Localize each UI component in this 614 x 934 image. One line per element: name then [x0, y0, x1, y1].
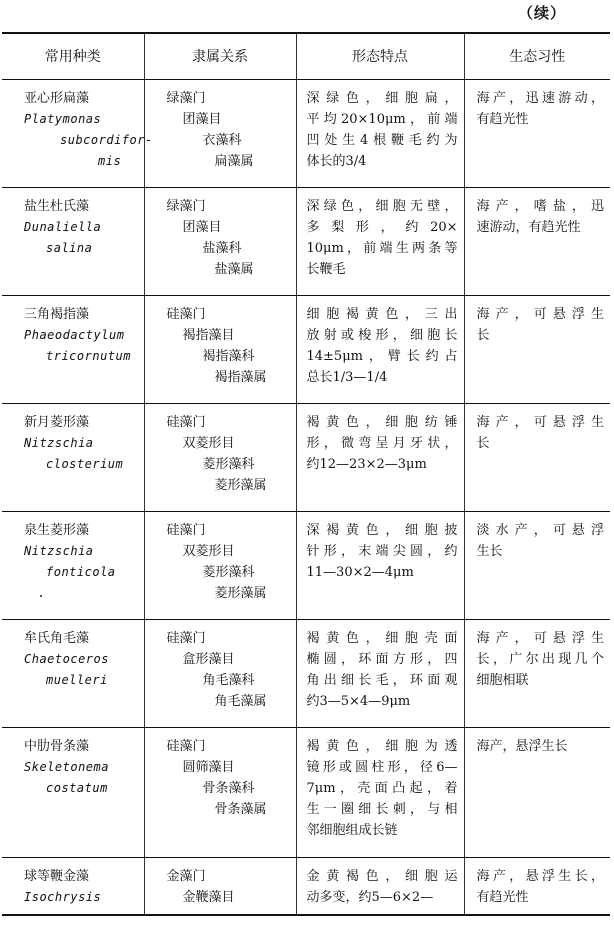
ecology-cell [464, 857, 610, 915]
species-cell [2, 187, 144, 295]
ecology-line: 生长 [476, 543, 503, 559]
species-name: 新月菱形藻 [24, 414, 90, 430]
taxon-genus: 菱形藻属 [214, 585, 267, 601]
taxon-family: 褐指藻科 [202, 348, 255, 364]
taxon-family: 衣藻科 [202, 132, 242, 148]
taxon-genus: 角毛藻属 [214, 693, 267, 709]
ecology-line: 海产，悬浮生长 [476, 738, 568, 754]
species-name: 牟氏角毛藻 [24, 630, 90, 646]
morphology-cell [296, 727, 464, 857]
header-morphology: 形态特点 [296, 33, 464, 79]
morphology-cell [296, 403, 464, 511]
taxon-phylum: 硅藻门 [166, 414, 206, 430]
table-header-row [2, 33, 610, 79]
table-row [2, 295, 610, 403]
ecology-cell [464, 295, 610, 403]
morphology-line: 角出细长毛，环面观 [306, 672, 458, 688]
morphology-line: 邻细胞组成长链 [306, 822, 398, 838]
species-cell [2, 79, 153, 187]
species-name: 泉生菱形藻 [24, 522, 90, 538]
morphology-line: 形，微弯呈月牙状， [306, 435, 458, 451]
ecology-line: 海产，迅速游动， [476, 90, 604, 106]
morphology-line: 11—30×2—4μm [306, 564, 414, 580]
species-cell [2, 727, 144, 857]
taxon-family: 菱形藻科 [202, 564, 255, 580]
taxon-order: 圆筛藻目 [182, 759, 235, 775]
species-cell [2, 857, 144, 915]
species-cell [2, 511, 144, 619]
taxon-phylum: 硅藻门 [166, 522, 206, 538]
morphology-line: 约3—5×4—9μm [306, 693, 411, 709]
latin-name-line: tricornutum [46, 348, 131, 363]
ecology-line: 海产，嗜盐，迅 [476, 198, 604, 214]
morphology-cell [296, 857, 464, 915]
taxon-phylum: 硅藻门 [166, 306, 206, 322]
table-row [2, 727, 610, 857]
taxon-genus: 菱形藻属 [214, 477, 267, 493]
ecology-cell [464, 511, 610, 619]
ecology-line: 淡水产，可悬浮 [476, 522, 604, 538]
taxon-phylum: 金藻门 [166, 868, 206, 884]
header-ecology: 生态习性 [464, 33, 610, 79]
latin-name-line: Dunaliella [24, 219, 102, 234]
morphology-line: 针形，末端尖圆，约 [306, 543, 458, 559]
taxon-order: 团藻目 [182, 219, 222, 235]
table-row [2, 511, 610, 619]
morphology-line: 生一圈细长刺，与相 [306, 801, 458, 817]
species-name: 中肋骨条藻 [24, 738, 90, 754]
latin-name-line: Isochrysis [24, 889, 102, 904]
latin-name-line: Phaeodactylum [24, 327, 125, 342]
taxon-phylum: 硅藻门 [166, 630, 206, 646]
taxon-order: 双菱形目 [182, 435, 235, 451]
latin-name-line: muelleri [46, 672, 108, 687]
taxon-order: 团藻目 [182, 111, 222, 127]
morphology-line: 褐黄色，细胞纺锤 [306, 414, 458, 430]
taxon-family: 骨条藻科 [202, 780, 255, 796]
taxon-genus: 骨条藻属 [214, 801, 267, 817]
taxon-order: 盒形藻目 [182, 651, 235, 667]
ecology-line: 速游动，有趋光性 [476, 219, 581, 235]
ecology-cell [464, 619, 610, 727]
morphology-cell [296, 619, 464, 727]
morphology-line: 金黄褐色，细胞运 [306, 868, 458, 884]
table-row [2, 619, 610, 727]
species-cell [2, 403, 144, 511]
table-row [2, 857, 610, 915]
latin-name-line: fonticola [46, 564, 116, 579]
latin-name-line: Nitzschia [24, 543, 94, 558]
taxon-phylum: 绿藻门 [166, 198, 206, 214]
latin-name-line: mis [98, 153, 122, 168]
taxonomy-cell [144, 295, 296, 403]
latin-name-line: closterium [46, 456, 124, 471]
morphology-line: 10μm，前端生两条等 [306, 240, 458, 256]
species-cell [2, 619, 144, 727]
morphology-line: 褐黄色，细胞为透 [306, 738, 458, 754]
species-cell [2, 295, 144, 403]
taxon-family: 角毛藻科 [202, 672, 255, 688]
ecology-cell [464, 187, 610, 295]
latin-name-line: salina [46, 240, 93, 255]
taxonomy-cell [144, 403, 296, 511]
ecology-line: 海产，可悬浮生 [476, 306, 604, 322]
taxon-family: 盐藻科 [202, 240, 242, 256]
morphology-line: 体长的3/4 [306, 153, 367, 169]
morphology-line: 放射或梭形，细胞长 [306, 327, 458, 343]
table-row [2, 79, 610, 187]
ecology-line: 有趋光性 [476, 111, 529, 127]
ecology-cell [464, 727, 610, 857]
latin-name-line: . [38, 585, 46, 600]
morphology-line: 约12—23×2—3μm [306, 456, 427, 472]
algae-species-table [2, 32, 610, 916]
taxonomy-cell [144, 187, 296, 295]
taxon-order: 双菱形目 [182, 543, 235, 559]
taxonomy-cell [144, 511, 296, 619]
species-name: 球等鞭金藻 [24, 868, 90, 884]
latin-name-line: costatum [46, 780, 108, 795]
morphology-cell [296, 295, 464, 403]
taxonomy-cell [144, 619, 296, 727]
taxonomy-cell [144, 857, 296, 915]
latin-name-line: Skeletonema [24, 759, 109, 774]
ecology-line: 长，广尔出现几个 [476, 651, 604, 667]
taxon-genus: 扁藻属 [214, 153, 254, 169]
morphology-line: 长鞭毛 [306, 261, 346, 277]
ecology-line: 海产，悬浮生长， [476, 868, 604, 884]
morphology-line: 多梨形，约20× [306, 219, 458, 235]
taxon-order: 金鞭藻目 [182, 889, 235, 905]
latin-name-line: Chaetoceros [24, 651, 109, 666]
morphology-line: 14±5μm，臂长约占 [306, 348, 458, 364]
morphology-cell [296, 511, 464, 619]
taxon-phylum: 硅藻门 [166, 738, 206, 754]
taxon-genus: 褐指藻属 [214, 369, 267, 385]
ecology-line: 海产，可悬浮生 [476, 414, 604, 430]
latin-name-line: subcordifor- [60, 132, 153, 147]
morphology-line: 动多变，约5—6×2— [306, 889, 434, 905]
table-row [2, 403, 610, 511]
ecology-line: 长 [476, 327, 490, 343]
ecology-cell [464, 403, 610, 511]
morphology-line: 凹处生4根鞭毛约为 [306, 132, 458, 148]
species-name: 三角褐指藻 [24, 306, 90, 322]
taxonomy-cell [144, 79, 296, 187]
taxon-phylum: 绿藻门 [166, 90, 206, 106]
taxon-family: 菱形藻科 [202, 456, 255, 472]
header-species: 常用种类 [2, 33, 144, 79]
morphology-line: 深绿色，细胞无壁， [306, 198, 458, 214]
ecology-line: 海产，可悬浮生 [476, 630, 604, 646]
morphology-line: 褐黄色，细胞壳面 [306, 630, 458, 646]
morphology-line: 镜形或圆柱形，径6— [306, 759, 458, 775]
morphology-line: 7μm，壳面凸起，着 [306, 780, 458, 796]
taxon-order: 褐指藻目 [182, 327, 235, 343]
morphology-cell [296, 187, 464, 295]
species-name: 盐生杜氏藻 [24, 198, 90, 214]
latin-name-line: Platymonas [24, 111, 102, 126]
species-name: 亚心形扁藻 [24, 90, 90, 106]
morphology-line: 总长1/3—1/4 [306, 369, 388, 385]
table-row [2, 187, 610, 295]
ecology-line: 细胞相联 [476, 672, 529, 688]
morphology-cell [296, 79, 464, 187]
taxonomy-cell [144, 727, 296, 857]
morphology-line: 深绿色，细胞扁， [306, 90, 458, 106]
morphology-line: 椭圆，环面方形，四 [306, 651, 458, 667]
morphology-line: 深褐黄色，细胞披 [306, 522, 458, 538]
ecology-line: 长 [476, 435, 490, 451]
ecology-cell [464, 79, 610, 187]
latin-name-line: Nitzschia [24, 435, 94, 450]
morphology-line: 细胞褐黄色，三出 [306, 306, 458, 322]
header-taxonomy: 隶属关系 [144, 33, 296, 79]
continuation-label: （续） [517, 4, 566, 22]
taxon-genus: 盐藻属 [214, 261, 254, 277]
ecology-line: 有趋光性 [476, 889, 529, 905]
morphology-line: 平均20×10μm，前端 [306, 111, 458, 127]
